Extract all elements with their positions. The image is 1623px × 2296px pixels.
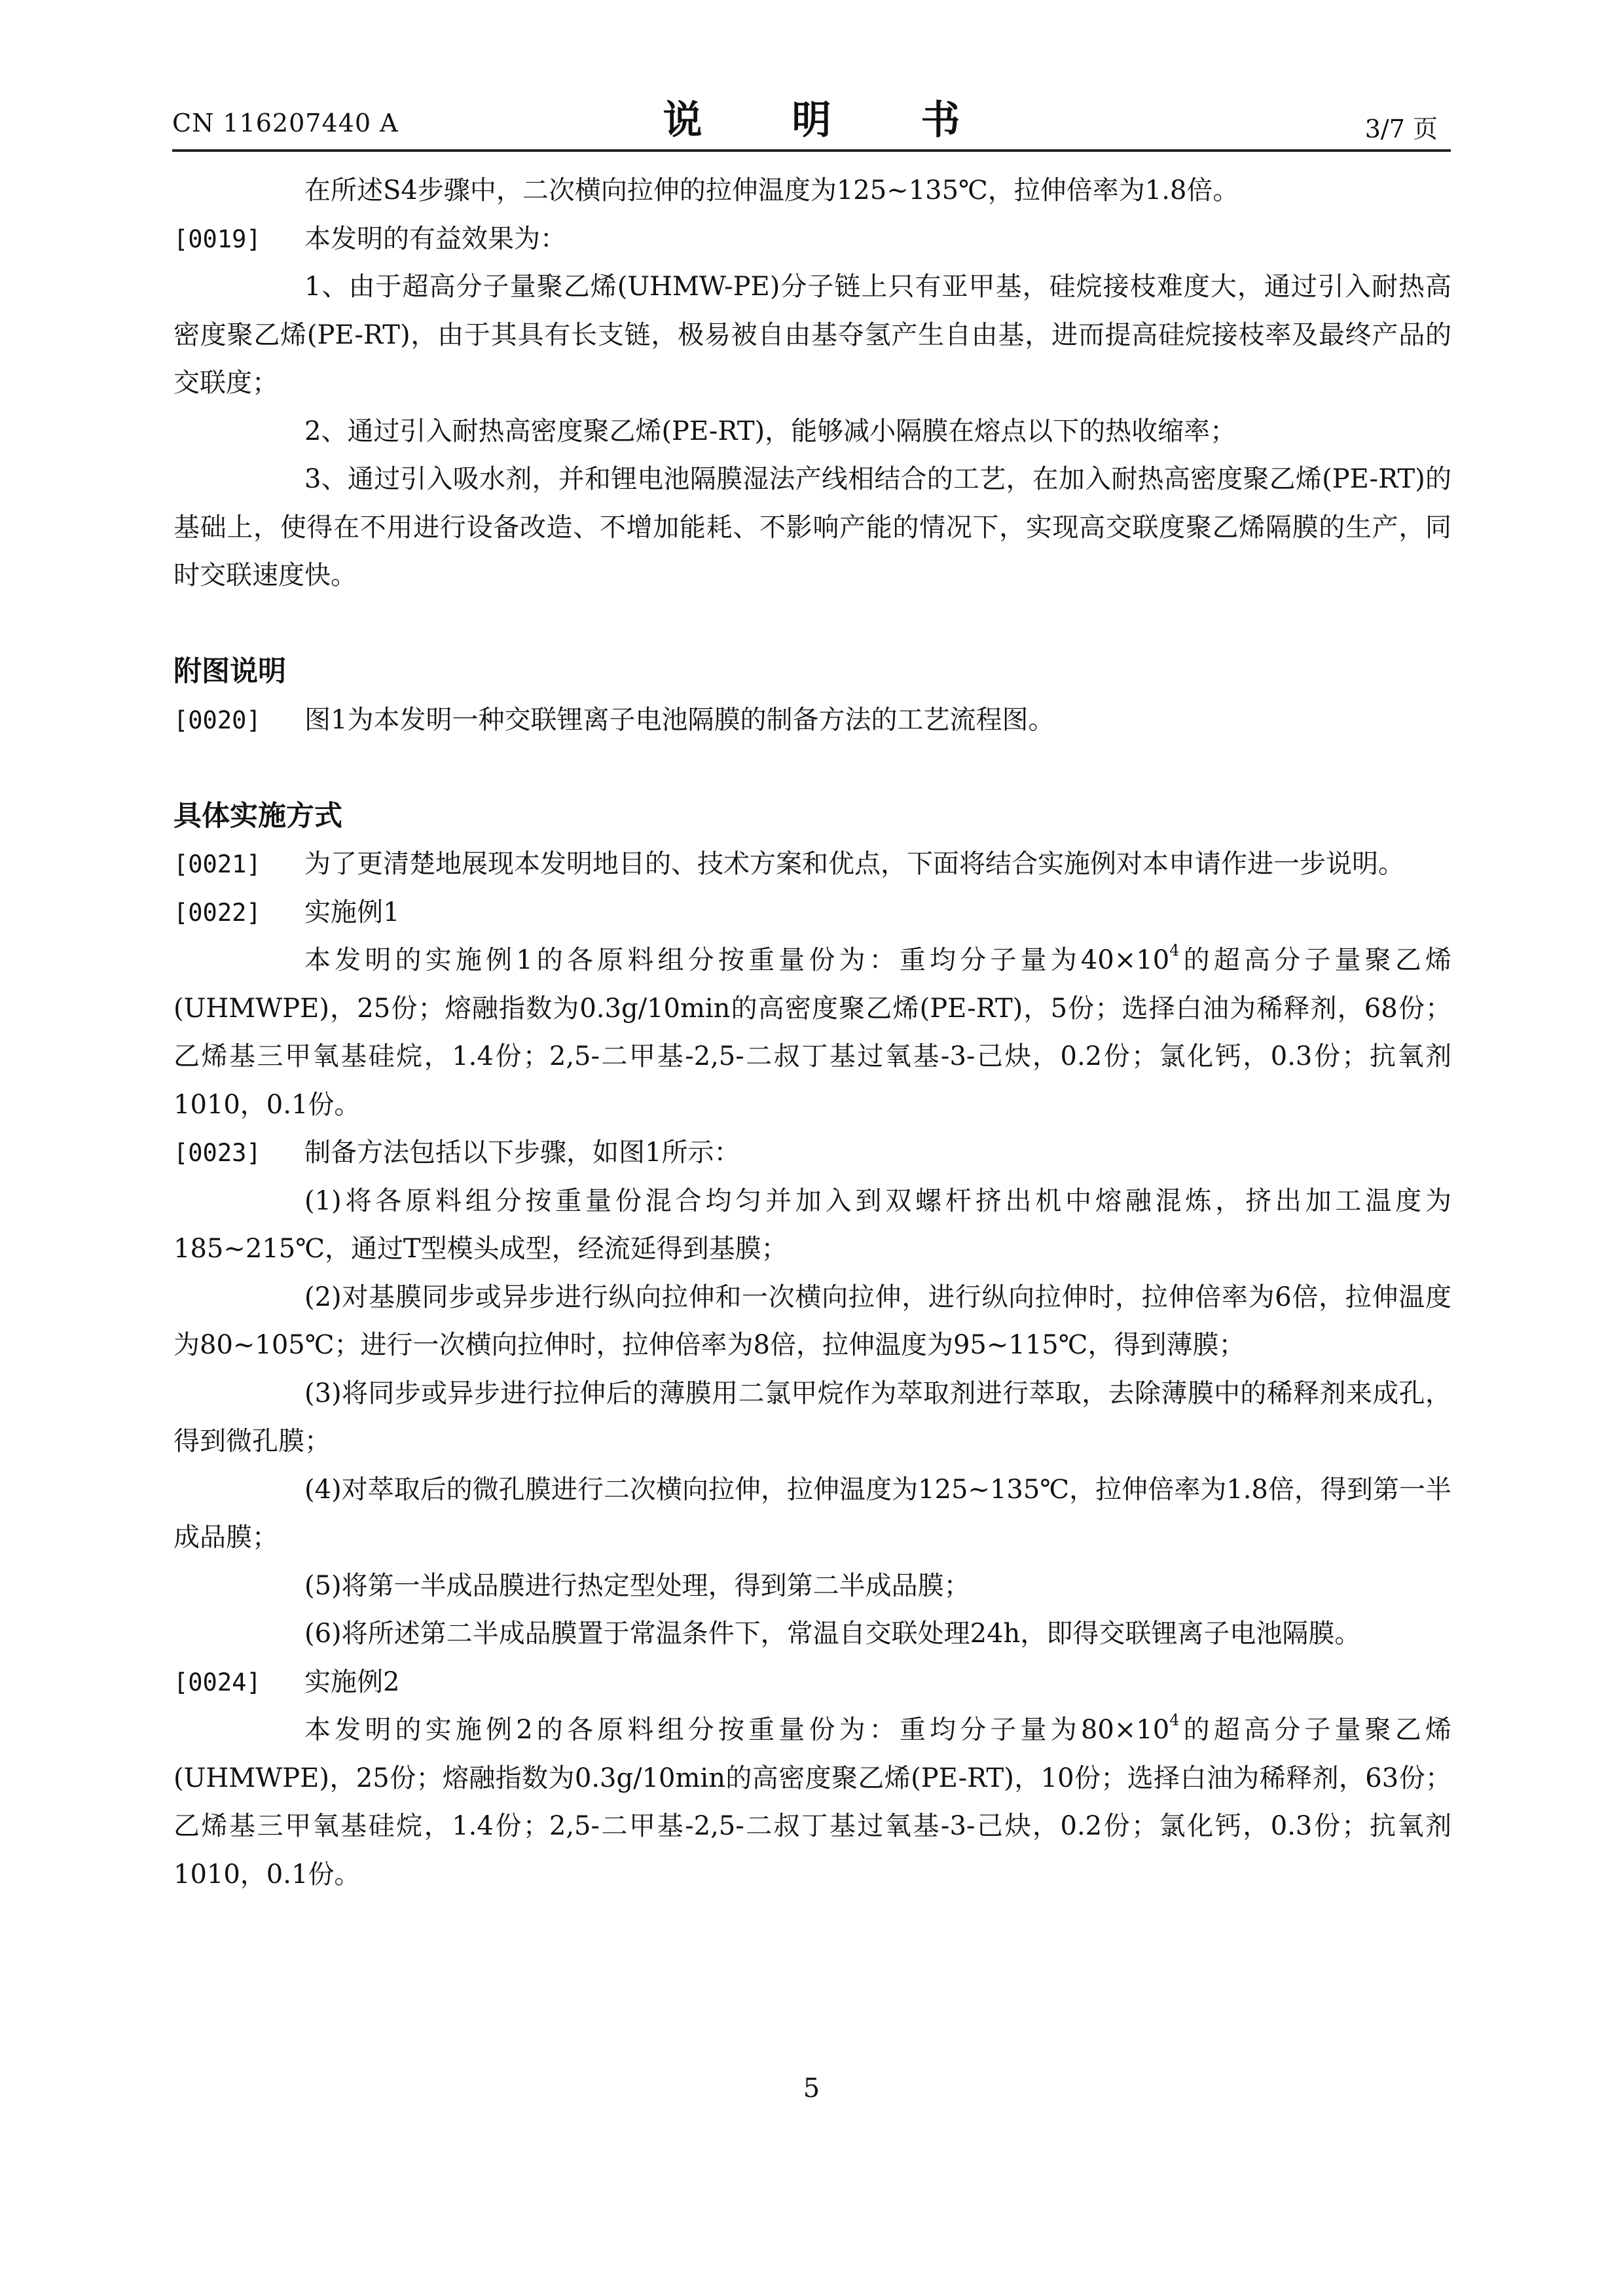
paragraph-number: [0021] <box>173 850 261 878</box>
paragraph-0021: [0021] 为了更清楚地展现本发明地目的、技术方案和优点，下面将结合实施例对本申请作进一步说明。 <box>173 840 1451 889</box>
document-title: 说 明 书 <box>663 98 998 143</box>
paragraph-0024-body: 本发明的实施例2的各原料组分按重量份为：重均分子量为$80\times 10^4$的超高分子量聚乙烯(UHMWPE)，25份；熔融指数为0.3g/10min的高密度聚乙烯(PE-RT)，10份；选择白油为稀释剂，63份；乙烯基三甲氧基硅烷，1.4份；2,5-二甲基-2,5-二叔丁基过氧基-3-己炔，0.2份；氯化钙，0.3份；抗氧剂1010，0.1份。 <box>173 1710 1451 1890</box>
section-heading-figures: 附图说明 <box>173 655 286 688</box>
publication-number: CN 116207440 A <box>172 109 399 137</box>
paragraph-0019-item-2: 2、通过引入耐热高密度聚乙烯(PE-RT)，能够减小隔膜在熔点以下的热收缩率； <box>304 416 1237 446</box>
paragraph-number: [0024] <box>173 1668 261 1696</box>
page-number: 5 <box>803 2073 820 2104</box>
paragraph-0020: [0020] 图1为本发明一种交联锂离子电池隔膜的制备方法的工艺流程图。 <box>173 696 1451 745</box>
step-6: (6)将所述第二半成品膜置于常温条件下，常温自交联处理24h，即得交联锂离子电池隔膜。 <box>304 1619 1361 1649</box>
paragraph-number: [0022] <box>173 898 261 927</box>
section-heading-implementation: 具体实施方式 <box>173 799 342 833</box>
paragraph-0022-body: 本发明的实施例1的各原料组分按重量份为：重均分子量为$40\times 10^4$的超高分子量聚乙烯(UHMWPE)，25份；熔融指数为0.3g/10min的高密度聚乙烯(PE-RT)，5份；选择白油为稀释剂，68份；乙烯基三甲氧基硅烷，1.4份；2,5-二甲基-2,5-二叔丁基过氧基-3-己炔，0.2份；氯化钙，0.3份；抗氧剂1010，0.1份。 <box>173 941 1451 1120</box>
paragraph-s4: 在所述S4步骤中，二次横向拉伸的拉伸温度为125~135℃，拉伸倍率为1.8倍。 <box>304 175 1239 206</box>
step-3: (3)将同步或异步进行拉伸后的薄膜用二氯甲烷作为萃取剂进行萃取，去除薄膜中的稀释剂来成孔，得到微孔膜； <box>173 1378 1451 1456</box>
step-5: (5)将第一半成品膜进行热定型处理，得到第二半成品膜； <box>304 1570 970 1601</box>
step-1: (1)将各原料组分按重量份混合均匀并加入到双螺杆挤出机中熔融混炼，挤出加工温度为185~215℃，通过T型模头成型，经流延得到基膜； <box>173 1185 1451 1264</box>
step-2: (2)对基膜同步或异步进行纵向拉伸和一次横向拉伸，进行纵向拉伸时，拉伸倍率为6倍，拉伸温度为80~105℃；进行一次横向拉伸时，拉伸倍率为8倍，拉伸温度为95~115℃，得到薄膜； <box>173 1282 1451 1360</box>
paragraph-number: [0019] <box>173 224 261 253</box>
paragraph-0023: [0023] 制备方法包括以下步骤，如图1所示： <box>173 1129 1451 1177</box>
paragraph-0019: [0019] 本发明的有益效果为： <box>173 215 1451 264</box>
paragraph-number: [0020] <box>173 706 261 734</box>
document-body <box>173 167 1451 1899</box>
paragraph-0019-item-1: 1、由于超高分子量聚乙烯(UHMW-PE)分子链上只有亚甲基，硅烷接枝难度大，通过引入耐热高密度聚乙烯(PE-RT)，由于其具有长支链，极易被自由基夺氢产生自由基，进而提高硅烷接枝率及最终产品的交联度； <box>173 272 1451 398</box>
paragraph-number: [0023] <box>173 1139 261 1167</box>
step-4: (4)对萃取后的微孔膜进行二次横向拉伸，拉伸温度为125~135℃，拉伸倍率为1.8倍，得到第一半成品膜； <box>173 1474 1451 1552</box>
paragraph-0024: [0024] 实施例2 <box>173 1659 1451 1707</box>
paragraph-0019-item-3: 3、通过引入吸水剂，并和锂电池隔膜湿法产线相结合的工艺，在加入耐热高密度聚乙烯(PE-RT)的基础上，使得在不用进行设备改造、不增加能耗、不影响产能的情况下，实现高交联度聚乙烯隔膜的生产，同时交联速度快。 <box>173 464 1451 590</box>
header-rule <box>172 149 1451 152</box>
paragraph-0022: [0022] 实施例1 <box>173 889 1451 937</box>
page-indicator: 3/7 页 <box>1364 115 1438 143</box>
